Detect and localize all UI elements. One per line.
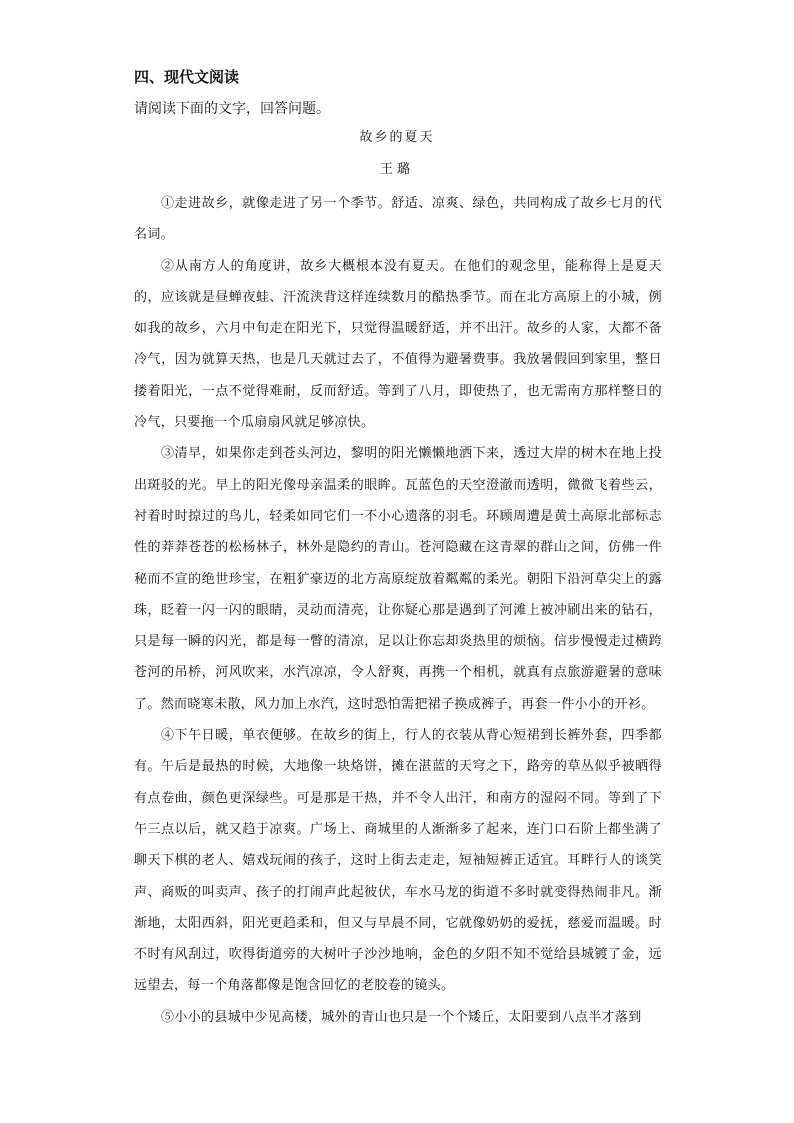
article-body	[134, 188, 662, 1033]
paragraph-5: ⑤小小的县城中少见高楼，城外的青山也只是一个个矮丘，太阳要到八点半才落到	[161, 1009, 642, 1025]
section-heading: 四、现代文阅读	[134, 68, 240, 86]
paragraph-4: ④下午日暖，单衣便够。在故乡的街上，行人的衣装从背心短裙到长裤外套，四季都有。午后是最热的时候，大地像一块烙饼，摊在湛蓝的天穹之下，路旁的草丛似乎被晒得有点卷曲，颜色更深绿些。可是那是干热，并不令人出汗，和南方的湿闷不同。等到了下午三点以后，就又趋于凉爽。广场上、商城里的人渐渐多了起来，连门口石阶上都坐满了聊天下棋的老人、嬉戏玩闹的孩子，这时上街去走走，短袖短裤正适宜。耳畔行人的谈笑声、商贩的叫卖声、孩子的打闹声此起彼伏，车水马龙的街道不多时就变得热闹非凡。渐渐地，太阳西斜，阳光更趋柔和，但又与早晨不同，它就像奶奶的爱抚，慈爱而温暖。时不时有风刮过，吹得街道旁的大树叶子沙沙地响，金色的夕阳不知不觉给县城镀了金，远远望去，每一个角落都像是饱含回忆的老胶卷的镜头。	[134, 728, 662, 994]
paragraph-1: ①走进故乡，就像走进了另一个季节。舒适、凉爽、绿色，共同构成了故乡七月的代名词。	[134, 196, 662, 243]
article-author: 王璐	[379, 162, 414, 177]
paragraph-3: ③清早，如果你走到苍头河边，黎明的阳光懒懒地洒下来，透过大岸的树木在地上投出斑驳的光。早上的阳光像母亲温柔的眼眸。瓦蓝色的天空澄澈而透明，微微飞着些云，衬着时时掠过的鸟儿，轻柔如同它们一不小心遗落的羽毛。环顾周遭是黄土高原北部标志性的莽莽苍苍的松杨林子，林外是隐约的青山。苍河隐藏在这青翠的群山之间，仿佛一件秘而不宣的绝世珍宝，在粗犷豪迈的北方高原绽放着粼粼的柔光。朝阳下沿河草尖上的露珠，眨着一闪一闪的眼睛，灵动而清亮，让你疑心那是遇到了河滩上被冲刷出来的钻石，只是每一瞬的闪光，都是每一瞥的清凉，足以让你忘却炎热里的烦恼。信步慢慢走过横跨苍河的吊桥，河风吹来，水汽凉凉，令人舒爽，再携一个相机，就真有点旅游避暑的意味了。然而晓寒未散，风力加上水汽，这时恐怕需把裙子换成裤子，再套一件小小的开衫。	[134, 446, 662, 712]
paragraph-2: ②从南方人的角度讲，故乡大概根本没有夏天。在他们的观念里，能称得上是夏天的，应该就是昼蝉夜蛙、汗流浃背这样连续数月的酷热季节。而在北方高原上的小城，例如我的故乡，六月中旬走在阳光下，只觉得温暖舒适，并不出汗。故乡的人家，大都不备冷气，因为就算天热，也是几天就过去了，不值得为避暑费事。我放暑假回到家里，整日搂着阳光，一点不觉得难耐，反而舒适。等到了八月，即使热了，也无需南方那样整日的冷气，只要拖一个瓜扇扇风就足够凉快。	[134, 258, 662, 431]
article-title: 故乡的夏天	[359, 130, 435, 145]
reading-instruction: 请阅读下面的文字，回答问题。	[134, 101, 330, 117]
